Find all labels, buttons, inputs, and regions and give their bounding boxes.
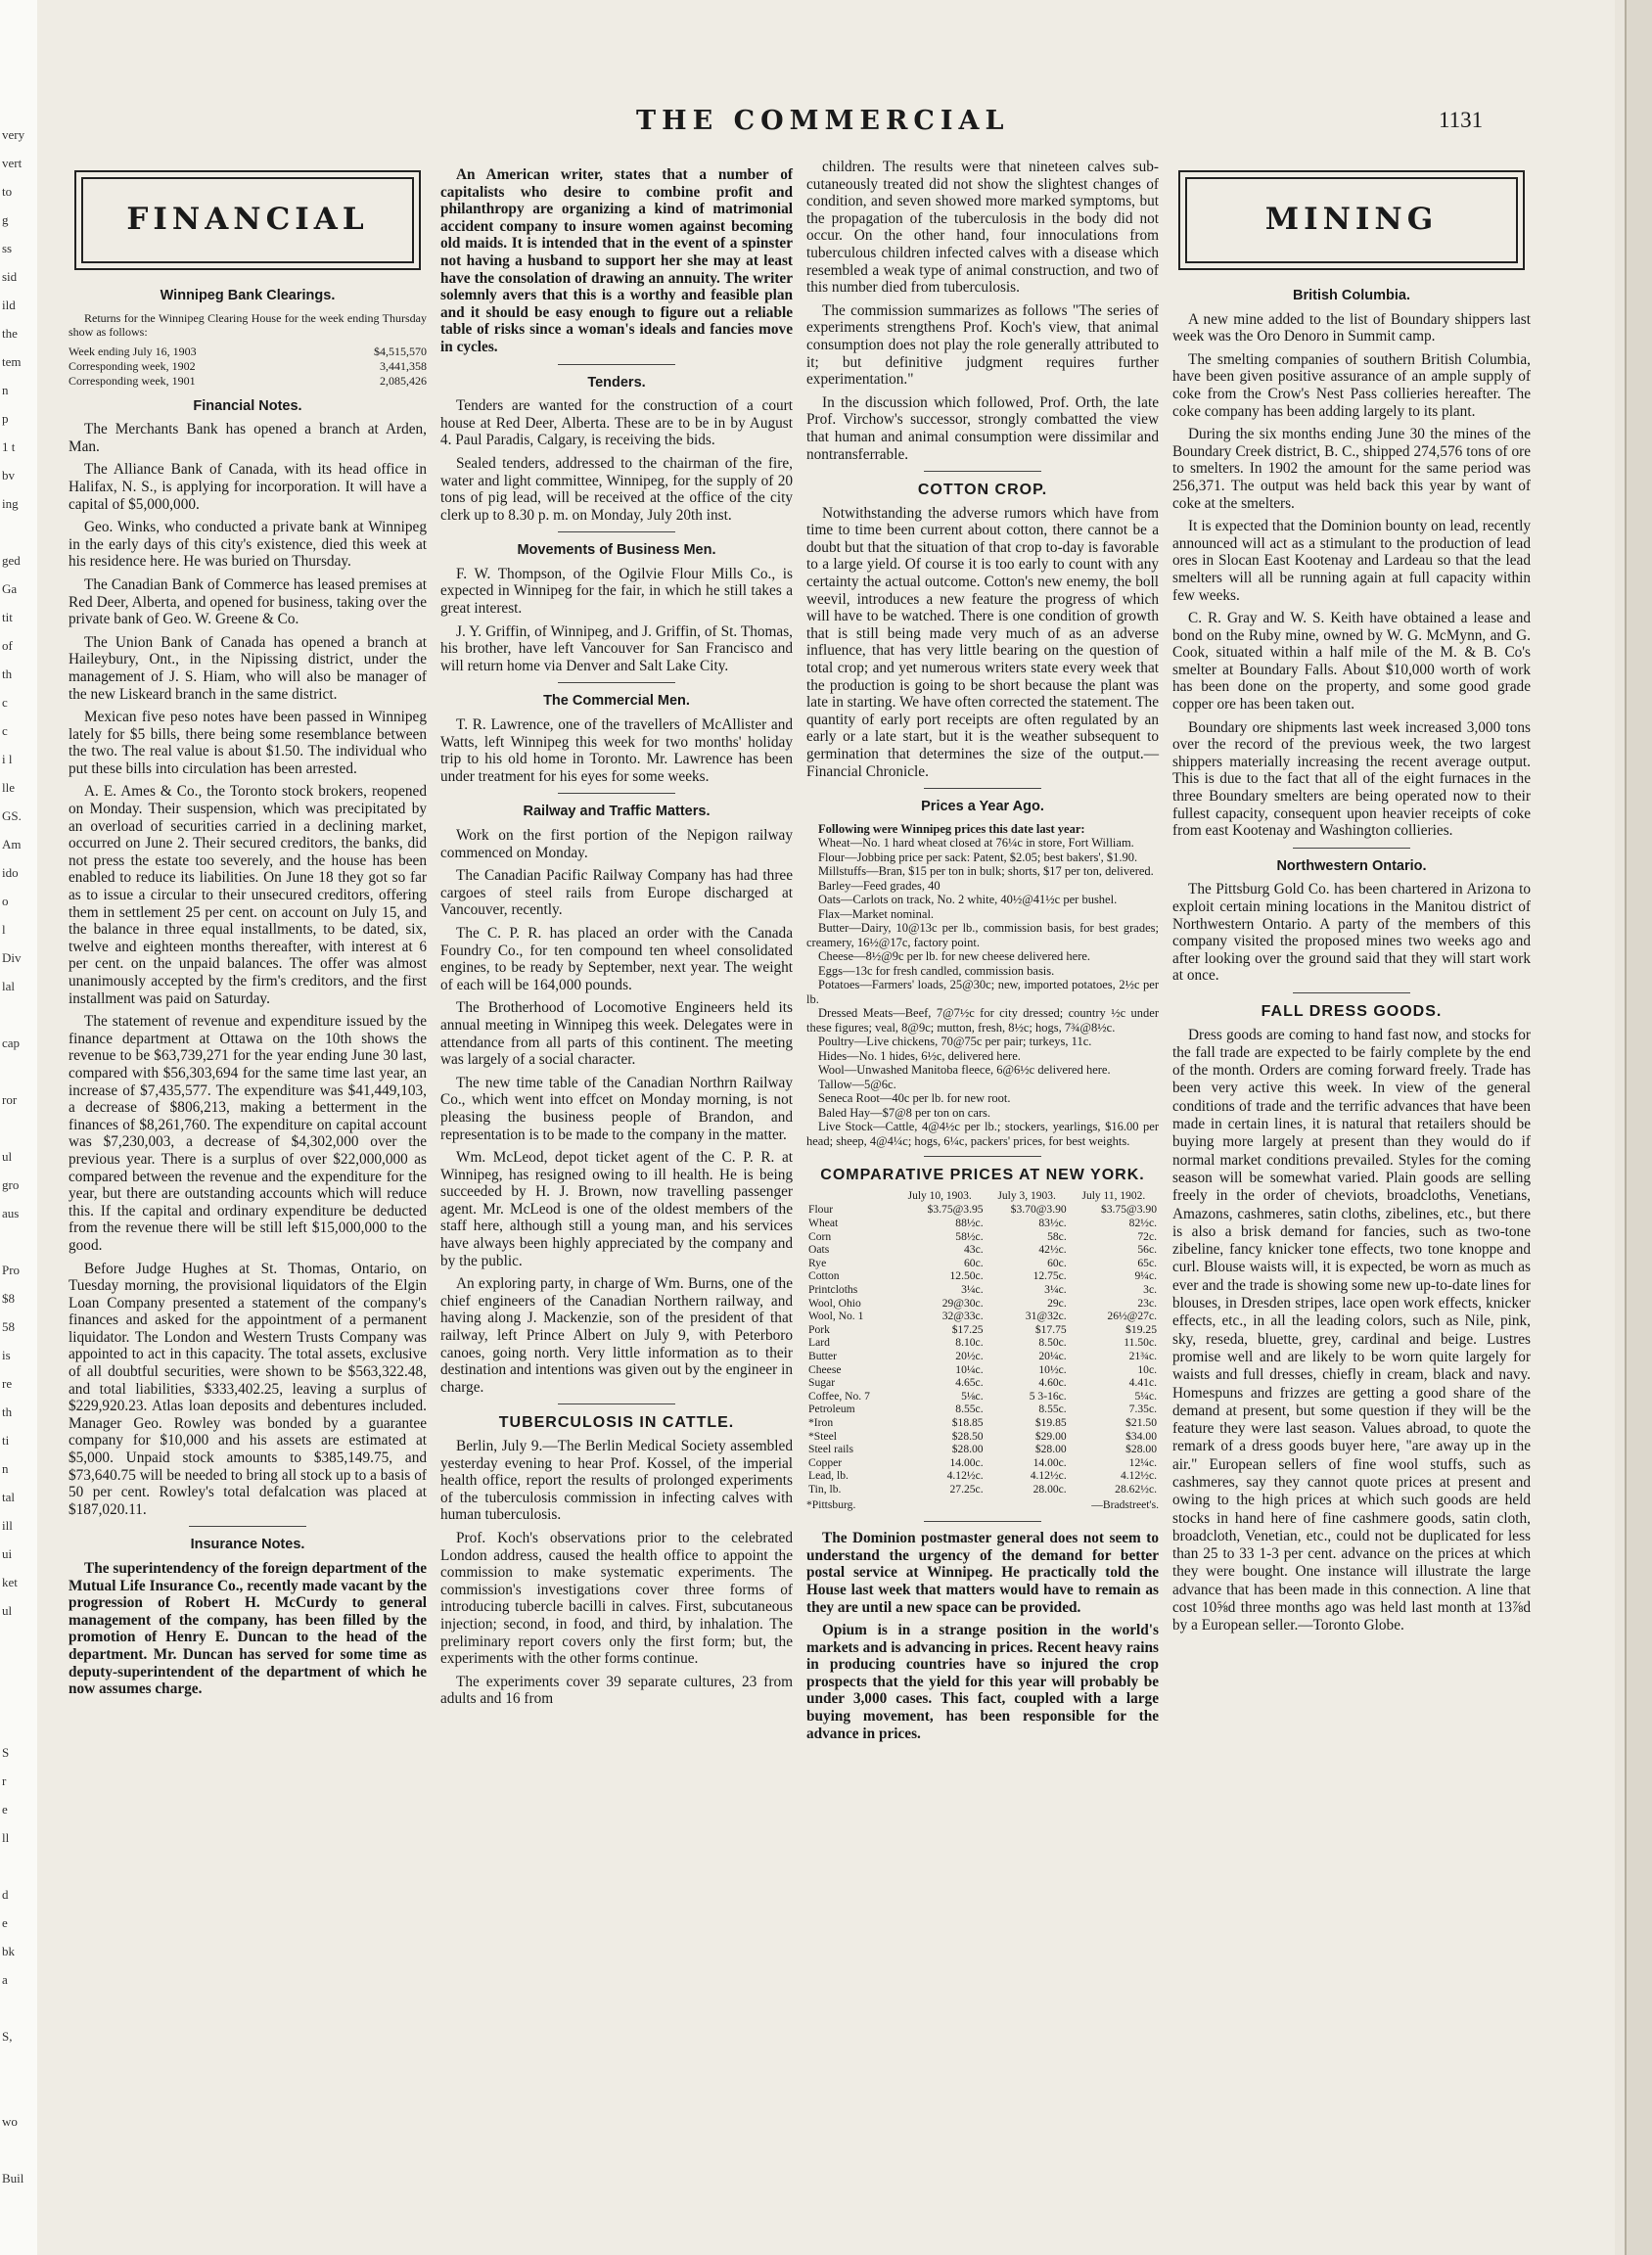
- tenders-heading: Tenders.: [587, 374, 646, 391]
- column-two: [440, 166, 793, 1714]
- commodity-name: Corn: [808, 1229, 832, 1243]
- price-cell: 5⅛c.: [961, 1389, 984, 1403]
- price-cell: 29@30c.: [941, 1296, 984, 1310]
- price-cell: 32@33c.: [941, 1310, 984, 1323]
- price-cell: 4.12½c.: [1030, 1469, 1067, 1483]
- margin-fragment: Div: [2, 950, 22, 965]
- margin-fragment: a: [2, 1972, 8, 1987]
- price-line: Barley—Feed grades, 40: [818, 878, 941, 893]
- divider: [558, 531, 675, 532]
- price-cell: 29c.: [1047, 1296, 1067, 1310]
- margin-fragment: d: [2, 1887, 9, 1902]
- margin-fragment: ild: [2, 298, 16, 312]
- price-cell: $17.25: [951, 1322, 984, 1336]
- table-row: [806, 1257, 1159, 1270]
- price-cell: 60c.: [1047, 1256, 1067, 1269]
- table-row: [806, 1483, 1159, 1496]
- price-line: Hides—No. 1 hides, 6½c, delivered here.: [818, 1048, 1021, 1063]
- tuberculosis-article: [440, 1438, 793, 1708]
- british-columbia-item: A new mine added to the list of Boundary shippers last week was the Oro Denoro in Summit camp.: [1172, 310, 1531, 345]
- price-line: Flour—Jobbing price per sack: Patent, $2.05; best bakers', $1.90.: [818, 850, 1138, 864]
- railway-item: The C. P. R. has placed an order with the Canada Foundry Co., for ten compound ten wheel consolidated engines, to be ready by September, next year. The weight of each will be 164,000 pounds.: [440, 924, 793, 993]
- price-cell: 21¾c.: [1128, 1350, 1157, 1362]
- price-line: Potatoes—Farmers' loads, 25@30c; new, imported potatoes, 2½c per lb.: [806, 978, 1159, 1006]
- tender-item: Sealed tenders, addressed to the chairman of the fire, water and light committee, Winnipeg, for the supply of 20 tons of pig lead, will be received at the office of the city clerk up to 8.30 p. m. on Monday, July 20th inst.: [440, 454, 793, 524]
- clearings-value: 3,441,358: [380, 358, 427, 373]
- footnote-pittsburg: *Pittsburg.: [806, 1497, 856, 1511]
- clearings-heading: Winnipeg Bank Clearings.: [160, 288, 336, 303]
- margin-fragment: gro: [2, 1177, 20, 1192]
- british-columbia-item: C. R. Gray and W. S. Keith have obtained a lease and bond on the Ruby mine, owned by W. G. McMynn, and G. Cook, situated within a half mile of the M. & B. Co's smelter at Boundary Falls. About $10,000 worth of work has been done on the property, and some good grade copper ore has been taken out.: [1172, 610, 1531, 713]
- insurance-notes-heading: Insurance Notes.: [190, 1537, 305, 1553]
- price-cell: $21.50: [1125, 1415, 1157, 1429]
- left-margin-fragments: [0, 0, 40, 2255]
- price-line: Baled Hay—$7@8 per ton on cars.: [818, 1105, 991, 1120]
- tenders-list: [440, 397, 793, 524]
- divider: [1293, 992, 1410, 993]
- margin-fragment: g: [2, 212, 9, 227]
- table-row: [806, 1243, 1159, 1257]
- price-cell: 4.12½c.: [1120, 1469, 1157, 1483]
- price-line: Eggs—13c for fresh candled, commission basis.: [818, 963, 1055, 978]
- margin-fragment: S: [2, 1745, 10, 1760]
- margin-fragment: $8: [2, 1291, 15, 1306]
- table-row: [806, 1297, 1159, 1311]
- publication-title: THE COMMERCIAL: [636, 106, 1010, 136]
- page-number: 1131: [1439, 108, 1484, 132]
- margin-fragment: aus: [2, 1206, 20, 1220]
- commodity-name: Sugar: [808, 1376, 836, 1390]
- commercial-men-heading: The Commercial Men.: [543, 693, 690, 710]
- price-cell: 5 3-16c.: [1029, 1389, 1067, 1403]
- column-three: [806, 159, 1159, 1748]
- price-cell: 12¼c.: [1128, 1455, 1157, 1469]
- financial-note: The Canadian Bank of Commerce has leased premises at Red Deer, Alberta, and opened for business, taking over the private bank of Geo. W. Greene & Co.: [69, 575, 427, 628]
- commodity-name: Coffee, No. 7: [808, 1389, 870, 1403]
- margin-fragment: 1 t: [2, 439, 16, 454]
- railway-item: Wm. McLeod, depot ticket agent of the C. P. R. at Winnipeg, has resigned owing to ill health. He is being succeeded by H. J. Brown, now travelling passenger agent. Mr. McLeod is one of the oldest members of the staff here, although still a young man, and his services have always been highly appreciated by the company and by the public.: [440, 1149, 793, 1269]
- price-cell: 27.25c.: [949, 1482, 984, 1496]
- margin-fragment: Pro: [2, 1263, 21, 1277]
- margin-fragment: S,: [2, 2029, 13, 2044]
- margin-fragment: ido: [2, 865, 19, 880]
- margin-fragment: sid: [2, 269, 18, 284]
- margin-fragment: Am: [2, 837, 22, 851]
- railway-item: An exploring party, in charge of Wm. Burns, one of the chief engineers of the Canadian Northern railway, and having along J. Mackenzie, son of the president of that railway, left Prince Albert on July 9, with Peterboro canoes, going north. Very little information as to their destination and intentions was given out by the engineer in charge.: [440, 1275, 793, 1396]
- margin-fragment: ti: [2, 1433, 10, 1448]
- price-cell: 58c.: [1047, 1229, 1067, 1243]
- commodity-name: Lead, lb.: [808, 1469, 849, 1483]
- margin-fragment: n: [2, 383, 9, 397]
- cotton-article: Notwithstanding the adverse rumors which have from time to time been current about cotton, there cannot be a doubt but that the situation of that crop to-day is favorable to a large yield. Of course it is too early to count with any certainty the actual outcome. Cotton's new enemy, the boll weevil, introduces a new feature the progress of which will have to be watched. There is one condition of growth that is still being made very much of as an adverse influence, that has very little bearing on the question of total crop; and yet numerous writers state every week that the production is going to be short because the plant was late in starting. We have often corrected the statement. The quantity of early port receipts are often regulated by an early or a late start, but it is the weather subsequent to germination that determines the size of the output.—Financial Chronicle.: [806, 504, 1159, 780]
- tender-item: Tenders are wanted for the construction of a court house at Red Deer, Alberta. These are to be in by August 4. Paul Paradis, Calgary, is receiving the bids.: [440, 397, 793, 449]
- table-row: [806, 1430, 1159, 1444]
- clearings-value: $4,515,570: [374, 344, 427, 358]
- railway-heading: Railway and Traffic Matters.: [523, 804, 711, 820]
- price-cell: $29.00: [1034, 1429, 1067, 1443]
- clearings-label: Week ending July 16, 1903: [69, 344, 197, 358]
- price-cell: 88½c.: [955, 1217, 984, 1230]
- price-cell: $28.00: [1125, 1443, 1157, 1456]
- margin-fragment: ll: [2, 1830, 10, 1845]
- divider: [924, 1156, 1041, 1157]
- price-cell: $3.70@3.90: [1010, 1203, 1067, 1217]
- clearings-intro: Returns for the Winnipeg Clearing House for the week ending Thursday show as follows:: [69, 310, 427, 339]
- financial-note: The statement of revenue and expenditure issued by the finance department at Ottawa on the 10th shows the revenue to be $63,739,271 for the year ending June 30 last, compared with $56,303,694 for the same time last year, an increase of $7,435,577. The expenditure was $41,449,103, a decrease of $806,213, making a betterment in the finances of $8,261,760. The expenditure on capital account was $7,230,003, a decrease of $4,302,000 over the previous year. There is a surplus of over $22,000,000 as compared between the revenue and the expenditure for the year, but there are outstanding accounts which will reduce this. If the capital and ordinary expenditure be deducted from the revenue there will be still left $15,000,000 to the good.: [69, 1013, 427, 1254]
- margin-fragment: ss: [2, 241, 13, 255]
- price-cell: 10c.: [1137, 1362, 1157, 1376]
- price-cell: $18.85: [951, 1415, 984, 1429]
- margin-fragment: ui: [2, 1546, 13, 1561]
- movements-list: [440, 566, 793, 675]
- matrimonial-article: An American writer, states that a number of capitalists who desire to combine profit and philanthropy are organizing a kind of matrimonial accident company to insure women against becoming old maids. It is intended that in the event of a spinster not having a husband to support her she may at least have the consolation of drawing an annuity. The writer solemnly avers that this is a worthy and feasible plan and it should be easy enough to figure out a reliable table of risks since a woman's ideals and fancies move in cycles.: [440, 166, 793, 355]
- northwestern-ontario-heading: Northwestern Ontario.: [1276, 857, 1427, 874]
- financial-note: The Union Bank of Canada has opened a branch at Haileybury, Ont., in the Nipissing district, under the management of J. S. Hiam, who will also be manager of the new Liskeard branch in the same district.: [69, 633, 427, 703]
- cotton-heading: COTTON CROP.: [917, 482, 1048, 499]
- table-row: [806, 1336, 1159, 1350]
- margin-fragment: ror: [2, 1092, 18, 1107]
- clearings-row: [69, 374, 427, 389]
- margin-fragment: n: [2, 1461, 9, 1476]
- price-cell: $19.85: [1034, 1415, 1067, 1429]
- commodity-name: Flour: [808, 1203, 834, 1217]
- divider: [1293, 848, 1410, 849]
- price-line: Wool—Unwashed Manitoba fleece, 6@6½c delivered here.: [818, 1063, 1111, 1078]
- clearings-row: [69, 345, 427, 359]
- table-footnote: [806, 1496, 1159, 1514]
- margin-fragment: tit: [2, 610, 13, 624]
- divider: [558, 682, 675, 683]
- price-cell: 8.50c.: [1038, 1336, 1067, 1350]
- table-row: [806, 1269, 1159, 1283]
- margin-fragment: is: [2, 1348, 11, 1362]
- margin-fragment: re: [2, 1376, 13, 1391]
- margin-fragment: cap: [2, 1035, 21, 1050]
- commodity-name: *Iron: [808, 1415, 834, 1429]
- price-cell: 20½c.: [955, 1350, 984, 1362]
- divider: [924, 788, 1041, 789]
- financial-note: The Alliance Bank of Canada, with its head office in Halifax, N. S., is applying for incorporation. It will have a capital of $5,000,000.: [69, 461, 427, 513]
- page-header: [37, 106, 1615, 135]
- margin-fragment: ul: [2, 1149, 13, 1164]
- margin-fragment: vert: [2, 156, 23, 170]
- margin-fragment: ul: [2, 1603, 13, 1618]
- table-row: [806, 1443, 1159, 1456]
- margin-fragment: ill: [2, 1518, 13, 1533]
- price-cell: 14.00c.: [949, 1455, 984, 1469]
- margin-fragment: th: [2, 1404, 13, 1419]
- table-row: [806, 1310, 1159, 1323]
- margin-fragment: wo: [2, 2114, 18, 2129]
- price-line: Wheat—No. 1 hard wheat closed at 76¼c in store, Fort William.: [818, 836, 1134, 851]
- tuberculosis-heading: TUBERCULOSIS IN CATTLE.: [498, 1414, 735, 1432]
- price-line: Poultry—Live chickens, 70@75c per pair; turkeys, 11c.: [818, 1035, 1092, 1049]
- price-cell: $34.00: [1125, 1429, 1157, 1443]
- price-cell: $3.75@3.95: [927, 1203, 984, 1217]
- price-line: Flax—Market nominal.: [818, 906, 935, 921]
- margin-fragment: o: [2, 894, 9, 908]
- divider: [924, 471, 1041, 472]
- commodity-name: Wool, No. 1: [808, 1310, 864, 1323]
- price-cell: 12.75c.: [1032, 1269, 1067, 1283]
- commodity-name: Oats: [808, 1243, 830, 1257]
- margin-fragment: very: [2, 127, 25, 142]
- price-cell: 9¼c.: [1134, 1269, 1157, 1283]
- margin-fragment: r: [2, 1773, 7, 1788]
- financial-column: [69, 164, 427, 1704]
- clearings-value: 2,085,426: [380, 373, 427, 388]
- price-cell: 26½@27c.: [1107, 1310, 1157, 1323]
- postmaster-article: The Dominion postmaster general does not seem to understand the urgency of the demand for better postal service at Winnipeg. He practically told the House last week that matters would have to remain as they are until a new space can be provided.: [806, 1530, 1159, 1616]
- margin-fragment: th: [2, 667, 13, 681]
- column-header: July 11, 1902.: [1081, 1189, 1146, 1202]
- financial-section-box: [74, 170, 421, 270]
- table-row: [806, 1230, 1159, 1244]
- price-cell: 43c.: [963, 1243, 984, 1257]
- margin-fragment: the: [2, 326, 18, 341]
- divider: [558, 793, 675, 794]
- northwestern-ontario-note: The Pittsburg Gold Co. has been chartered in Arizona to exploit certain mining locations in the Manitou district of Northwestern Ontario. A party of the members of this company visited the proposed mines two weeks ago and after looking over the ground said that they will start work at once.: [1172, 881, 1531, 985]
- price-cell: $17.75: [1034, 1322, 1067, 1336]
- divider: [924, 1521, 1041, 1522]
- price-line: Millstuffs—Bran, $15 per ton in bulk; shorts, $17 per ton, delivered.: [818, 864, 1154, 879]
- table-row: [806, 1403, 1159, 1416]
- commodity-name: Cheese: [808, 1362, 842, 1376]
- price-cell: 28.62½c.: [1115, 1482, 1157, 1496]
- commodity-name: Printcloths: [808, 1283, 858, 1297]
- price-line: Oats—Carlots on track, No. 2 white, 40½@41½c per bushel.: [818, 893, 1118, 907]
- financial-note: Geo. Winks, who conducted a private bank at Winnipeg in the early days of this city's existence, died this week at his residence here. He was buried on Thursday.: [69, 519, 427, 571]
- commodity-name: *Steel: [808, 1429, 837, 1443]
- commodity-name: Steel rails: [808, 1443, 854, 1456]
- railway-item: The new time table of the Canadian Northrn Railway Co., which went into effcet on Monday morning, is not pleasing the business people of Brandon, and representation is to be made to the company in the matter.: [440, 1074, 793, 1143]
- price-cell: 23c.: [1137, 1296, 1157, 1310]
- price-cell: 14.00c.: [1032, 1455, 1067, 1469]
- commodity-name: Butter: [808, 1350, 837, 1362]
- movements-heading: Movements of Business Men.: [517, 542, 716, 559]
- clearings-label: Corresponding week, 1901: [69, 373, 196, 388]
- margin-fragment: c: [2, 695, 8, 710]
- tuberculosis-paragraph: The experiments cover 39 separate cultures, 23 from adults and 16 from: [440, 1673, 793, 1708]
- tuberculosis-paragraph: Prof. Koch's observations prior to the celebrated London address, caused the health office to appoint the commission to make systematic experiments. The commission's investigations cover three forms of introducing tubercle bacilli in calves. First, subcutaneous injection; second, in food, and third, by inhalation. The preliminary report covers only the first form; but, the experiments with the other forms continue.: [440, 1529, 793, 1668]
- fall-dress-goods-heading: FALL DRESS GOODS.: [1261, 1002, 1443, 1020]
- table-row: [806, 1217, 1159, 1230]
- table-row: [806, 1350, 1159, 1363]
- price-line: Dressed Meats—Beef, 7@7½c for city dressed; country ½c under these figures; veal, 8@9c; mutton, fresh, 8½c; hogs, 7¾@8½c.: [806, 1006, 1159, 1035]
- column-header: July 10, 1903.: [907, 1189, 972, 1202]
- price-cell: 10¼c.: [955, 1362, 984, 1376]
- tuberculosis-paragraph: children. The results were that nineteen calves sub-cutaneously treated did not show the slightest changes of condition, and seven showed more marked symptoms, but the propagation of the tuberculosis in the body did not occur. On the other hand, four innoculations from tuberculous children infected calves with a disease which resembled a weak type of animal construction, and two of this number died from tuberculosis.: [806, 159, 1159, 297]
- price-cell: 3c.: [1143, 1283, 1157, 1297]
- commodity-name: Wool, Ohio: [808, 1296, 861, 1310]
- margin-fragment: l: [2, 922, 6, 937]
- price-cell: 42½c.: [1038, 1243, 1067, 1257]
- margin-fragment: lal: [2, 979, 15, 993]
- price-cell: 11.50c.: [1124, 1336, 1157, 1350]
- table-row: [806, 1283, 1159, 1297]
- divider: [189, 1526, 306, 1527]
- table-row: [806, 1416, 1159, 1430]
- insurance-note: The superintendency of the foreign department of the Mutual Life Insurance Co., recently made vacant by the progression of Robert H. McCurdy to general management of the company, has been filled by the promotion of Henry E. Duncan to the head of the department. Mr. Duncan has served for some time as deputy-superintendent of the department of which he now assumes charge.: [69, 1560, 427, 1698]
- mining-column: [1172, 164, 1531, 1641]
- commodity-name: Cotton: [808, 1269, 840, 1283]
- price-cell: 3¼c.: [961, 1283, 984, 1297]
- commercial-men-item: T. R. Lawrence, one of the travellers of McAllister and Watts, left Winnipeg this week for two months' holiday trip to his old home in Toronto. Mr. Lawrence has been under treatment for his eyes for some weeks.: [440, 716, 793, 785]
- price-cell: 4.60c.: [1038, 1376, 1067, 1390]
- margin-fragment: i l: [2, 752, 13, 766]
- commodity-name: Pork: [808, 1322, 830, 1336]
- financial-note: The Merchants Bank has opened a branch at Arden, Man.: [69, 421, 427, 455]
- fall-dress-goods-article: Dress goods are coming to hand fast now, and stocks for the fall trade are expected to be fairly complete by the end of the month. Orders are coming forward freely. Trade has been very active this week. In view of the general conditions of trade and the terrific advances that have been made in certain lines, it is natural that retailers should be buying more largely at present than they would do if normal market conditions prevailed. Styles for the coming season will be somewhat varied. Plain goods are selling freely in the order of cheviots, broadcloths, Venetians, Amazons, cashmeres, satin cloths, zibelines, etc., but there is also a brisk demand for fancies, such as two-tone zibeline, fancy knicker tone effects, two tone knoppe and curl. Blouse waists will, it is expected, be worn as much as ever and the trade is showing some new up-to-date lines for blouses, in Dresden stripes, lace open work effects, knicker effects, etc., in all the leading colors, such as Nile, pink, sky, reseda, bluette, grey, cardinal and beige. Lustres promise well and are likely to be worn quite largely for waists and full dresses, chiefly in cream, black and navy. Homespuns and frizzes are getting a good share of the demand at present, but some question if they will be the feature they were last season. Values abroad, to quote the remark of a dress goods buyer here, "are away up in the air." European sellers of fine wool stuffs, such as cashmeres, say they cannot quote prices at present and owing to the high prices at which such goods are held stocks in hand here of fine cashmere goods, satin cloth, broadcloth, Venetian, etc., could not be duplicated for less than 25 to 33 1-3 per cent. advance on the prices at which they were bought. One instance will illustrate the large advance that has been made in this connection. A line that cost 10⅝d three months ago was held last month at 13⅞d by a European seller.—Toronto Globe.: [1172, 1026, 1531, 1634]
- mining-section-box: [1178, 170, 1525, 270]
- commodity-name: Wheat: [808, 1217, 839, 1230]
- commodity-name: Rye: [808, 1256, 827, 1269]
- financial-section-title: FINANCIAL: [81, 177, 414, 263]
- railway-item: The Brotherhood of Locomotive Engineers held its annual meeting in Winnipeg this week. Delegates were in attendance from all parts of this continent. The meeting was largely of a social character.: [440, 999, 793, 1069]
- clearings-label: Corresponding week, 1902: [69, 358, 196, 373]
- margin-fragment: c: [2, 723, 8, 738]
- financial-note: Before Judge Hughes at St. Thomas, Ontario, on Tuesday morning, the provisional liquidators of the Elgin Loan Company presented a statement of the company's finances and asked for the appointment of a permanent liquidator. The London and Western Trusts Company was appointed to act in this capacity. The total assets, exclusive of all doubtful securities, were shown to be $563,322.48, and total liabilities, $333,402.25, leaving a surplus of $229,920.23. Atlas loan deposits and debentures included. Manager Geo. Rowley was bonded by a guarantee company for $10,000 and his assets are estimated at $5,000. Unpaid stock amounts to $385,149.75, and $73,640.75 will be needed to bring all stock up to a basis of 50 per cent. Rowley's total defalcation was placed at $187,020.11.: [69, 1260, 427, 1518]
- clearings-row: [69, 359, 427, 374]
- tuberculosis-paragraph: In the discussion which followed, Prof. Orth, the late Prof. Virchow's successor, strongly combatted the view that human and animal consumption were dissimilar and nontransferrable.: [806, 393, 1159, 463]
- commodity-name: Petroleum: [808, 1403, 855, 1416]
- price-cell: 5¼c.: [1134, 1389, 1157, 1403]
- right-page-edge: [1625, 0, 1652, 2255]
- price-cell: $19.25: [1125, 1322, 1157, 1336]
- railway-item: Work on the first portion of the Nepigon railway commenced on Monday.: [440, 827, 793, 861]
- margin-fragment: ged: [2, 553, 21, 568]
- margin-fragment: lle: [2, 780, 15, 795]
- price-cell: 28.00c.: [1032, 1482, 1067, 1496]
- margin-fragment: e: [2, 1915, 8, 1930]
- table-row: [806, 1203, 1159, 1217]
- margin-fragment: of: [2, 638, 13, 653]
- table-row: [806, 1376, 1159, 1390]
- tuberculosis-paragraph: The commission summarizes as follows "The series of experiments strengthens Prof. Koch's view, that animal consumption does not play the role generally attributed to it; but definitive judgment requires further experimentation.": [806, 301, 1159, 389]
- margin-fragment: e: [2, 1802, 8, 1817]
- clearings-table: [69, 345, 427, 389]
- british-columbia-heading: British Columbia.: [1292, 288, 1411, 303]
- table-row: [806, 1456, 1159, 1470]
- prices-intro: Following were Winnipeg prices this date last year:: [818, 821, 1085, 836]
- price-cell: $3.75@3.90: [1100, 1203, 1157, 1217]
- price-line: Tallow—5@6c.: [818, 1077, 896, 1091]
- margin-fragment: tal: [2, 1490, 15, 1504]
- price-cell: $28.00: [951, 1443, 984, 1456]
- table-row: [806, 1469, 1159, 1483]
- column-header: July 3, 1903.: [997, 1189, 1056, 1202]
- movement-item: J. Y. Griffin, of Winnipeg, and J. Griffin, of St. Thomas, his brother, have left Vancouver for San Francisco and will return home via Denver and Salt Lake City.: [440, 622, 793, 674]
- railway-list: [440, 827, 793, 1396]
- price-cell: 7.35c.: [1128, 1403, 1157, 1416]
- price-cell: 31@32c.: [1025, 1310, 1067, 1323]
- price-cell: 20¼c.: [1038, 1350, 1067, 1362]
- british-columbia-item: Boundary ore shipments last week increased 3,000 tons over the record of the previous week, the two largest shippers materially increasing the recent average output. This is due to the fact that all of the eight furnaces in the three Boundary smelters are being operated now to their fullest capacity, consequent upon heavier receipts of coke from east Kootenay and Washington collieries.: [1172, 718, 1531, 840]
- price-cell: 72c.: [1137, 1229, 1157, 1243]
- price-cell: 4.41c.: [1128, 1376, 1157, 1390]
- prices-year-ago-heading: Prices a Year Ago.: [921, 799, 1044, 815]
- footnote-source: —Bradstreet's.: [1091, 1497, 1159, 1511]
- margin-fragment: bv: [2, 468, 15, 483]
- british-columbia-item: During the six months ending June 30 the mines of the Boundary Creek district, B. C., shipped 274,576 tons of ore to smelters. In 1902 the amount for the same period was 256,371. The output was held back this year by want of coke at the smelters.: [1172, 426, 1531, 512]
- margin-fragment: bk: [2, 1944, 15, 1958]
- price-line: Butter—Dairy, 10@13c per lb., commission basis, for best grades; creamery, 16½@17c, factory point.: [806, 921, 1159, 949]
- price-cell: 4.65c.: [955, 1376, 984, 1390]
- margin-fragment: ket: [2, 1575, 18, 1589]
- price-cell: $28.00: [1034, 1443, 1067, 1456]
- financial-notes: [69, 421, 427, 1518]
- tuberculosis-paragraph: Berlin, July 9.—The Berlin Medical Society assembled yesterday evening to hear Prof. Kossel, of the imperial health office, report the results of prolonged experiments of the tuberculosis commission in infecting calves with human tuberculosis.: [440, 1438, 793, 1524]
- divider: [558, 364, 675, 365]
- commodity-name: Tin, lb.: [808, 1482, 842, 1496]
- price-cell: 8.55c.: [955, 1403, 984, 1416]
- margin-fragment: ing: [2, 496, 19, 511]
- margin-fragment: p: [2, 411, 9, 426]
- price-cell: 4.12½c.: [946, 1469, 984, 1483]
- british-columbia-item: The smelting companies of southern British Columbia, have been given positive assurance of an ample supply of coke from the Crow's Nest Pass collieries hereafter. The coke company has been adding largely to its plant.: [1172, 350, 1531, 420]
- margin-fragment: Ga: [2, 581, 18, 596]
- price-cell: 8.10c.: [955, 1336, 984, 1350]
- margin-fragment: tem: [2, 354, 22, 369]
- price-cell: 56c.: [1137, 1243, 1157, 1257]
- price-line: Live Stock—Cattle, 4@4½c per lb.; stockers, yearlings, $16.00 per head; sheep, 4@4¼c; hogs, 6¼c, packers' prices, for best weights.: [806, 1120, 1159, 1148]
- table-row: [806, 1363, 1159, 1377]
- margin-fragment: to: [2, 184, 13, 199]
- british-columbia-notes: [1172, 311, 1531, 840]
- british-columbia-item: It is expected that the Dominion bounty on lead, recently announced will act as a stimulant to the production of lead ores in Slocan East Kootenay and Lardeau so that the lead smelters will all be running again at full capacity within few weeks.: [1172, 518, 1531, 604]
- commodity-name: Lard: [808, 1336, 830, 1350]
- newspaper-page: [37, 0, 1615, 2255]
- price-cell: 10½c.: [1038, 1362, 1067, 1376]
- price-cell: 8.55c.: [1038, 1403, 1067, 1416]
- table-row: [806, 1390, 1159, 1404]
- price-cell: 82½c.: [1128, 1217, 1157, 1230]
- margin-fragment: GS.: [2, 808, 22, 823]
- financial-notes-heading: Financial Notes.: [193, 397, 302, 414]
- price-cell: 60c.: [963, 1256, 984, 1269]
- price-cell: 58½c.: [955, 1229, 984, 1243]
- railway-item: The Canadian Pacific Railway Company has had three cargoes of steel rails from Europe discharged at Vancouver, recently.: [440, 867, 793, 919]
- price-cell: 12.50c.: [949, 1269, 984, 1283]
- commodity-name: Copper: [808, 1455, 843, 1469]
- price-cell: 3¼c.: [1044, 1283, 1067, 1297]
- price-cell: 83½c.: [1038, 1217, 1067, 1230]
- tuberculosis-continued: [806, 159, 1159, 463]
- margin-fragment: 58: [2, 1319, 15, 1334]
- financial-note: A. E. Ames & Co., the Toronto stock brokers, reopened on Monday. Their suspension, which was precipitated by an overload of securities carried in a declining market, occurred on June 2. Their secured creditors, the banks, did not press the estate too severely, and the house has been enabled to reduce its liabilities. On June 18 they got so far as to issue a circular to their unsecured creditors, offering them in settlement 25 per cent. on account on July 15, and the balance in three equal installments, to be dated, six, twelve and eighteen months thereafter, with interest at 6 per cent. on the unpaid balances. The offer was almost unanimously accepted by the firm's creditors, and the first installment was paid on Saturday.: [69, 783, 427, 1007]
- financial-note: Mexican five peso notes have been passed in Winnipeg lately for $5 bills, there being some resemblance between the two. The real value is about $1.50. The individual who put these bills into circulation has been arrested.: [69, 709, 427, 777]
- margin-fragment: Buil: [2, 2171, 24, 2186]
- price-cell: $28.50: [951, 1429, 984, 1443]
- opium-article: Opium is in a strange position in the world's markets and is advancing in prices. Recent heavy rains in producing countries have so injured the crop prospects that the yield for this year will probably be under 3,000 cases. This fact, coupled with a large buying movement, has been responsible for the advance in prices.: [806, 1622, 1159, 1742]
- price-cell: 65c.: [1137, 1256, 1157, 1269]
- table-row: [806, 1323, 1159, 1337]
- price-line: Cheese—8½@9c per lb. for new cheese delivered here.: [818, 949, 1091, 964]
- price-line: Seneca Root—40c per lb. for new root.: [818, 1091, 1011, 1106]
- new-york-prices-table: [806, 1190, 1159, 1496]
- movement-item: F. W. Thompson, of the Ogilvie Flour Mills Co., is expected in Winnipeg for the fair, in which he still takes a great interest.: [440, 565, 793, 618]
- mining-section-title: MINING: [1185, 177, 1518, 263]
- prices-year-ago: [806, 822, 1159, 1149]
- new-york-prices-heading: COMPARATIVE PRICES AT NEW YORK.: [820, 1167, 1145, 1184]
